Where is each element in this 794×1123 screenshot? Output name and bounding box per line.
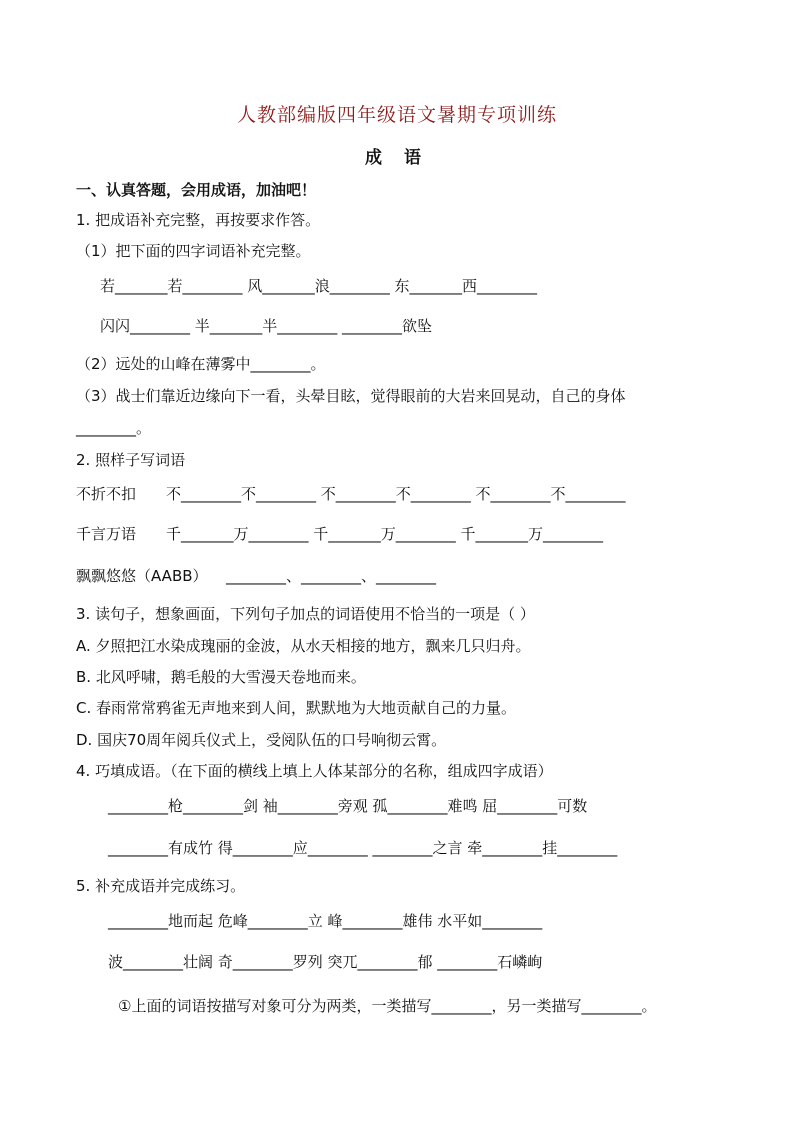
question-5-row-2: 波________壮阔 奇________罗列 突兀________郁 ________石嶙峋 (108, 953, 543, 971)
question-2-blanks-1: 不________不________ 不________不________ 不________不________ (166, 485, 626, 503)
section-heading: 一、认真答题，会用成语，加油吧！ (76, 181, 317, 199)
question-3-option-c: C. 春雨常常鸦雀无声地来到人间，默默地为大地贡献自己的力量。 (76, 699, 517, 717)
question-1-stem: 1. 把成语补充完整，再按要求作答。 (76, 211, 321, 229)
question-3-option-b: B. 北风呼啸，鹅毛般的大雪漫天卷地而来。 (76, 668, 366, 686)
question-4-row-2: ________有成竹 得________应________ ________之言 牵________挂________ (108, 839, 618, 857)
question-2-blanks-2: 千_______万________ 千_______万________ 千_______万________ (166, 525, 604, 543)
page-title: 人教部编版四年级语文暑期专项训练 (236, 104, 557, 126)
question-5-stem: 5. 补充成语并完成练习。 (76, 877, 246, 895)
question-3-option-d: D. 国庆70周年阅兵仪式上，受阅队伍的口号响彻云霄。 (76, 731, 447, 749)
question-3-option-a: A. 夕照把江水染成瑰丽的金波，从水天相接的地方，飘来几只归舟。 (76, 637, 531, 655)
question-5-note: ①上面的词语按描写对象可分为两类，一类描写________，另一类描写________。 (118, 997, 657, 1015)
question-2-example-2: 千言万语 (76, 525, 137, 543)
question-1-row-2: 闪闪________ 半_______半________ ________欲坠 (100, 317, 433, 335)
question-1-part-2: （2）远处的山峰在薄雾中________。 (76, 355, 326, 373)
question-5-row-1: ________地而起 危峰________立 峰________雄伟 水平如________ (108, 912, 543, 930)
question-2-blanks-3: ________、________、________ (226, 567, 437, 585)
question-2-example-3: 飘飘悠悠（AABB） (76, 567, 208, 585)
question-3-stem: 3. 读句子，想象画面，下列句子加点的词语使用不恰当的一项是（ ） (76, 605, 535, 623)
question-4-stem: 4. 巧填成语。（在下面的横线上填上人体某部分的名称，组成四字成语） (76, 762, 553, 780)
question-4-row-1: ________枪________剑 袖________旁观 孤________难鸣 屈________可数 (108, 797, 588, 815)
question-1-row-1: 若_______若________ 风_______浪________ 东_______西________ (100, 277, 538, 295)
question-2-stem: 2. 照样子写词语 (76, 451, 186, 469)
question-1-part-1: （1）把下面的四字词语补充完整。 (76, 242, 311, 260)
question-1-part-3: （3）战士们靠近边缘向下一看，头晕目眩，觉得眼前的大岩来回晃动，自己的身体 (76, 387, 626, 405)
question-1-part-3-continued: ________。 (76, 419, 152, 437)
question-2-example-1: 不折不扣 (76, 485, 137, 503)
page-subtitle: 成 语 (365, 148, 429, 168)
